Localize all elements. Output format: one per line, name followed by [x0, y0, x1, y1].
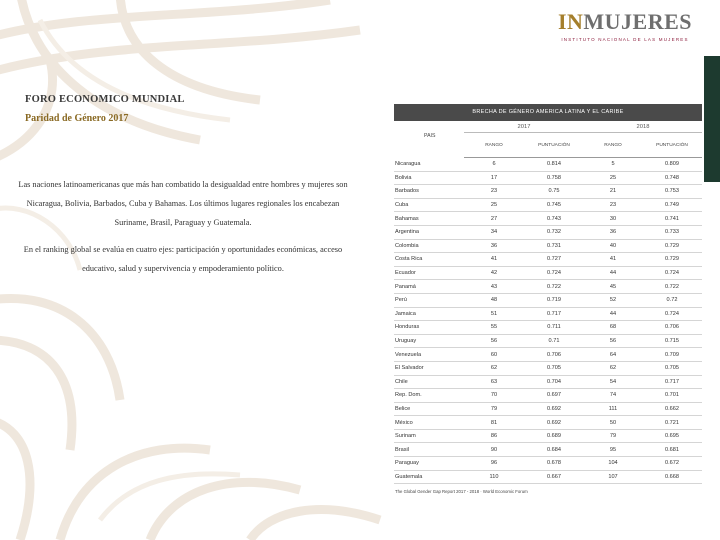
table-row [394, 307, 702, 321]
country-cell: Surinam [394, 429, 464, 443]
rank-2017-header: RANGO [464, 133, 524, 158]
score-2017-cell: 0.667 [524, 470, 584, 484]
score-2018-cell: 0.662 [642, 402, 702, 416]
country-cell: Guatemala [394, 470, 464, 484]
rank-2018-cell: 40 [584, 239, 642, 253]
country-cell: Bolivia [394, 171, 464, 185]
score-2018-cell: 0.706 [642, 321, 702, 335]
rank-2018-cell: 44 [584, 307, 642, 321]
score-2017-cell: 0.758 [524, 171, 584, 185]
country-cell: Barbados [394, 185, 464, 199]
rank-2018-cell: 36 [584, 225, 642, 239]
table-row [394, 416, 702, 430]
table-row [394, 470, 702, 484]
logo-subtitle: INSTITUTO NACIONAL DE LAS MUJERES [561, 37, 689, 42]
table-row [394, 253, 702, 267]
score-2017-cell: 0.689 [524, 429, 584, 443]
score-2017-cell: 0.678 [524, 457, 584, 471]
score-2018-cell: 0.695 [642, 429, 702, 443]
score-2018-cell: 0.809 [642, 158, 702, 172]
rank-2018-cell: 62 [584, 361, 642, 375]
table-row [394, 334, 702, 348]
country-cell: México [394, 416, 464, 430]
score-2017-cell: 0.724 [524, 266, 584, 280]
year-2018-header: 2018 [584, 121, 702, 133]
table-row [394, 457, 702, 471]
ranking-paragraph: En el ranking global se evalúa en cuatro ejes: participación y oportunidades económicas, acceso educativo, salud y supervivencia y empoderamiento político. [23, 245, 343, 273]
score-2018-cell: 0.672 [642, 457, 702, 471]
rank-2017-cell: 81 [464, 416, 524, 430]
score-2018-cell: 0.733 [642, 225, 702, 239]
rank-2017-cell: 36 [464, 239, 524, 253]
table-row [394, 443, 702, 457]
table-title: BRECHA DE GÉNERO AMERICA LATINA Y EL CARIBE [394, 104, 702, 121]
country-cell: Venezuela [394, 348, 464, 362]
score-2018-cell: 0.701 [642, 389, 702, 403]
table-row [394, 158, 702, 172]
score-2017-cell: 0.705 [524, 361, 584, 375]
country-cell: Costa Rica [394, 253, 464, 267]
page-heading: FORO ECONOMICO MUNDIAL [25, 94, 185, 105]
rank-2017-cell: 90 [464, 443, 524, 457]
rank-2017-cell: 56 [464, 334, 524, 348]
score-2018-cell: 0.741 [642, 212, 702, 226]
score-2017-cell: 0.727 [524, 253, 584, 267]
rank-2017-cell: 25 [464, 198, 524, 212]
score-2018-cell: 0.724 [642, 266, 702, 280]
score-2017-cell: 0.743 [524, 212, 584, 226]
table-body [394, 158, 702, 484]
table-row [394, 361, 702, 375]
country-cell: Honduras [394, 321, 464, 335]
logo-prefix: IN [557, 9, 584, 34]
rank-2018-cell: 52 [584, 293, 642, 307]
table-row [394, 239, 702, 253]
score-2017-cell: 0.692 [524, 416, 584, 430]
score-2018-cell: 0.705 [642, 361, 702, 375]
table-row [394, 402, 702, 416]
table-source: The Global Gender Gap Report 2017 - 2018 · World Economic Forum [395, 489, 528, 495]
score-2018-header: PUNTUACIÓN [642, 133, 702, 158]
rank-2018-cell: 74 [584, 389, 642, 403]
rank-2018-cell: 25 [584, 171, 642, 185]
table-row [394, 348, 702, 362]
table-row [394, 185, 702, 199]
score-2017-cell: 0.75 [524, 185, 584, 199]
country-cell: Ecuador [394, 266, 464, 280]
country-cell: Brasil [394, 443, 464, 457]
score-2018-cell: 0.729 [642, 253, 702, 267]
score-2018-cell: 0.72 [642, 293, 702, 307]
rank-2017-cell: 23 [464, 185, 524, 199]
score-2017-cell: 0.697 [524, 389, 584, 403]
score-2017-cell: 0.706 [524, 348, 584, 362]
table-row [394, 389, 702, 403]
country-cell: Rep. Dom. [394, 389, 464, 403]
table-row [394, 321, 702, 335]
score-2018-cell: 0.717 [642, 375, 702, 389]
gender-gap-table [394, 104, 702, 494]
inmujeres-logo [552, 10, 698, 42]
rank-2017-cell: 62 [464, 361, 524, 375]
score-2018-cell: 0.748 [642, 171, 702, 185]
score-2017-header: PUNTUACIÓN [524, 133, 584, 158]
rank-2018-cell: 107 [584, 470, 642, 484]
rank-2017-cell: 48 [464, 293, 524, 307]
score-2017-cell: 0.732 [524, 225, 584, 239]
rank-2017-cell: 43 [464, 280, 524, 294]
rank-2018-cell: 45 [584, 280, 642, 294]
table-row [394, 212, 702, 226]
table-row [394, 280, 702, 294]
score-2017-cell: 0.814 [524, 158, 584, 172]
score-2017-cell: 0.71 [524, 334, 584, 348]
score-2018-cell: 0.729 [642, 239, 702, 253]
score-2018-cell: 0.715 [642, 334, 702, 348]
rank-2017-cell: 41 [464, 253, 524, 267]
table-row [394, 293, 702, 307]
score-2017-cell: 0.711 [524, 321, 584, 335]
country-cell: Uruguay [394, 334, 464, 348]
country-cell: Jamaica [394, 307, 464, 321]
table-row [394, 198, 702, 212]
rank-2018-cell: 95 [584, 443, 642, 457]
country-cell: Paraguay [394, 457, 464, 471]
rank-2018-cell: 64 [584, 348, 642, 362]
score-2018-cell: 0.681 [642, 443, 702, 457]
country-cell: El Salvador [394, 361, 464, 375]
score-2018-cell: 0.724 [642, 307, 702, 321]
country-header: PAIS [424, 133, 436, 139]
score-2018-cell: 0.722 [642, 280, 702, 294]
country-cell: Perú [394, 293, 464, 307]
rank-2017-cell: 27 [464, 212, 524, 226]
rank-2017-cell: 79 [464, 402, 524, 416]
table-row [394, 266, 702, 280]
rank-2017-cell: 63 [464, 375, 524, 389]
rank-2017-cell: 42 [464, 266, 524, 280]
score-2017-cell: 0.692 [524, 402, 584, 416]
rank-2017-cell: 17 [464, 171, 524, 185]
rank-2018-cell: 44 [584, 266, 642, 280]
country-cell: Belice [394, 402, 464, 416]
table-row [394, 225, 702, 239]
year-2017-header: 2017 [464, 121, 584, 133]
rank-2017-cell: 60 [464, 348, 524, 362]
rank-2017-cell: 55 [464, 321, 524, 335]
rank-2018-cell: 30 [584, 212, 642, 226]
score-2017-cell: 0.722 [524, 280, 584, 294]
rank-2018-cell: 5 [584, 158, 642, 172]
country-cell: Cuba [394, 198, 464, 212]
score-2018-cell: 0.753 [642, 185, 702, 199]
country-cell: Bahamas [394, 212, 464, 226]
rank-2018-header: RANGO [584, 133, 642, 158]
logo-wordmark [552, 10, 698, 34]
rank-2018-cell: 21 [584, 185, 642, 199]
rank-2018-cell: 50 [584, 416, 642, 430]
score-2017-cell: 0.745 [524, 198, 584, 212]
score-2018-cell: 0.709 [642, 348, 702, 362]
rank-2017-cell: 96 [464, 457, 524, 471]
score-2018-cell: 0.668 [642, 470, 702, 484]
country-cell: Chile [394, 375, 464, 389]
score-2017-cell: 0.719 [524, 293, 584, 307]
rank-2018-cell: 41 [584, 253, 642, 267]
score-2017-cell: 0.684 [524, 443, 584, 457]
rank-2017-cell: 34 [464, 225, 524, 239]
intro-paragraph: Las naciones latinoamericanas que más han combatido la desigualdad entre hombres y mujeres son Nicaragua, Bolivia, Barbados, Cuba y Bahamas. Los últimos lugares regionales los encabezan Suriname, Brasil, Paraguay y Guatemala. [18, 180, 348, 227]
rank-2017-cell: 86 [464, 429, 524, 443]
rank-2017-cell: 70 [464, 389, 524, 403]
rank-2018-cell: 23 [584, 198, 642, 212]
country-cell: Colombia [394, 239, 464, 253]
rank-2018-cell: 56 [584, 334, 642, 348]
rank-2018-cell: 111 [584, 402, 642, 416]
rank-2018-cell: 79 [584, 429, 642, 443]
table-row [394, 171, 702, 185]
score-2018-cell: 0.749 [642, 198, 702, 212]
rank-2017-cell: 6 [464, 158, 524, 172]
logo-rest: MUJERES [583, 9, 693, 34]
rank-2018-cell: 68 [584, 321, 642, 335]
table-row [394, 375, 702, 389]
score-2017-cell: 0.704 [524, 375, 584, 389]
rank-2017-cell: 110 [464, 470, 524, 484]
rank-2017-cell: 51 [464, 307, 524, 321]
table-row [394, 429, 702, 443]
score-2018-cell: 0.721 [642, 416, 702, 430]
side-accent-bar [704, 56, 720, 182]
score-2017-cell: 0.717 [524, 307, 584, 321]
rank-2018-cell: 104 [584, 457, 642, 471]
rank-2018-cell: 54 [584, 375, 642, 389]
country-cell: Panamá [394, 280, 464, 294]
page-subheading: Paridad de Género 2017 [25, 113, 129, 124]
score-2017-cell: 0.731 [524, 239, 584, 253]
country-cell: Nicaragua [394, 158, 464, 172]
country-cell: Argentina [394, 225, 464, 239]
